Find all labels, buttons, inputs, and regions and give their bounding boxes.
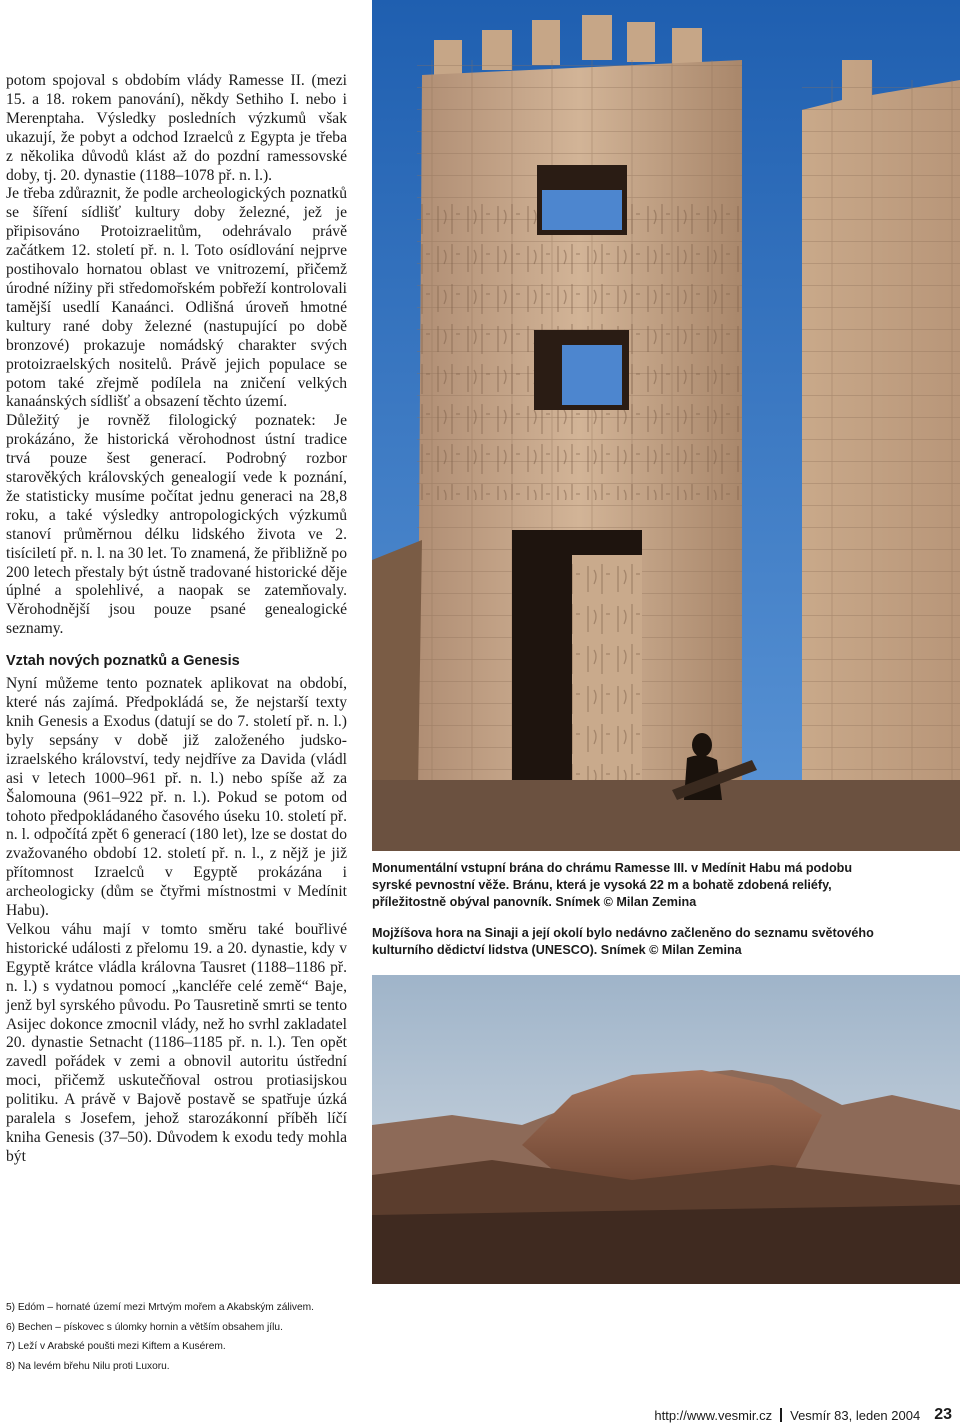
footnote-item: 7) Leží v Arabské poušti mezi Kiftem a Kusérem. — [6, 1341, 226, 1352]
footer-issue: Vesmír 83, leden 2004 — [790, 1407, 921, 1423]
article-paragraph: Velkou váhu mají v tomto směru také bouřlivé historické události z přelomu 19. a 20. dynastie, kdy v Egyptě krátce vládla královna Tausret (1188–1186 př. n. l.) s vydatnou pomocí „kancléře celé země“ Baje, jenž byl syrského původu. Po Tausretině smrti se tento Asijec dokonce zmocnil vlády, než ho svrhl zakladatel 20. dynastie Setnacht (1186–1185 př. n. l.). Ten opět zavedl pořádek v zemi a obnovil autoritu ústřední moci, přičemž uskutečňoval ostrou protiasijskou politiku. A právě v Bajově postavě se spatřuje úzká paralela s Josefem, jehož starozákonní příběh líčí kniha Genesis (37–50). Důvodem k exodu tedy mohla být — [6, 920, 347, 1165]
article-paragraph: Důležitý je rovněž filologický poznatek: Je prokázáno, že historická věrohodnost ústní tradice trvá pouze šest generací. Podrobný rozbor starověkých královských genealogií vede k poznání, že statisticky musíme počítat jednu generaci na 28,8 roku, a také výsledky antropologických výzkumů stanoví průměrnou délku lidského života ve 2. tisíciletí př. n. l. na 30 let. To znamená, že přibližně po 200 letech přestaly být ústně tradované historické děje úplné a spolehlivé, a naopak se zatemňovaly. Věrohodnější jsou pouze psané genealogické seznamy. — [6, 412, 347, 638]
mount-sinai-photo — [372, 975, 960, 1284]
article-paragraph: potom spojoval s obdobím vlády Ramesse II. (mezi 15. a 18. rokem panování), někdy Sethiho I. nebo i Merenptaha. Výsledky posledních výzkumů však ukazují, že pobyt a odchod Izraelců z Egypta je třeba z několika důvodů klást až do pozdní ramessovské doby, tj. 20. dynastie (1188–1078 př. n. l.). — [6, 72, 347, 184]
footnote-item: 8) Na levém břehu Nilu proti Luxoru. — [6, 1360, 170, 1372]
mountain-illustration — [372, 975, 960, 1284]
footer-url-link[interactable]: http://www.vesmir.cz — [654, 1407, 773, 1423]
temple-gate-illustration — [372, 0, 960, 851]
footnote-item: 5) Edóm – hornaté území mezi Mrtvým mořem a Akabským zálivem. — [6, 1302, 314, 1313]
temple-gate-photo — [372, 0, 960, 851]
page-footer — [654, 1406, 952, 1424]
footer-separator — [780, 1408, 782, 1422]
article-paragraph: Nyní můžeme tento poznatek aplikovat na období, které nás zajímá. Předpokládá se, že nejstarší texty knih Genesis a Exodus (datují se do 7. století př. n. l.) byly sepsány v době již založeného judsko-izraelského království, tedy nejdříve za Davida (vládl asi v letech 1000–961 př. n. l.) nebo spíše až za Šalomouna (961–922 př. n. l.). Pokud se potom od tohoto předpokládaného časového úseku 10. století př. n. l. odpočítá zpět 6 generací (180 let), lze se dostat do zvažovaného období 12. století př. n. l., z nějž je již přítomnost Izraelců v Egyptě prokázána i archeologicky (dům se čtyřmi místnostmi v Medínit Habu). — [6, 675, 347, 920]
footnote-item: 6) Bechen – pískovec s úlomky hornin a větším obsahem jílu. — [6, 1321, 283, 1333]
section-heading: Vztah nových poznatků a Genesis — [6, 653, 240, 670]
footnotes — [6, 1298, 566, 1376]
article-paragraph: Je třeba zdůraznit, že podle archeologických poznatků se šíření sídlišť kultury doby železné, jež je připisováno Protoizraelitům, odehrávalo právě začátkem 12. století př. n. l. Toto osídlování nejprve postihovalo hornatou oblast ve vnitrozemí, přičemž úrodné nížiny při středomořském pobřeží kontrolovali tamější usedlí Kanaánci. Odlišná úroveň hmotné kultury rané doby železné (nastupující po době bronzové) prokazuje nomádský charakter svých protoizraelských nositelů. Právě jejich populace se potom také zřejmě podílela na zničení velkých kanaánských sídlišť a obsazení těchto území. — [6, 185, 347, 411]
article-text-column — [6, 72, 347, 1167]
photo-caption: Mojžíšova hora na Sinaji a její okolí bylo nedávno začleněno do seznamu světového kulturního dědictví lidstva (UNESCO). Snímek © Milan Zemina — [372, 926, 874, 957]
photo-caption: Monumentální vstupní brána do chrámu Ramesse III. v Medínit Habu má podobu syrské pevnostní věže. Bránu, která je vysoká 22 m a bohatě zdobená reliéfy, příležitostně obýval panovník. Snímek © Milan Zemina — [372, 861, 853, 909]
page-number: 23 — [934, 1406, 952, 1423]
